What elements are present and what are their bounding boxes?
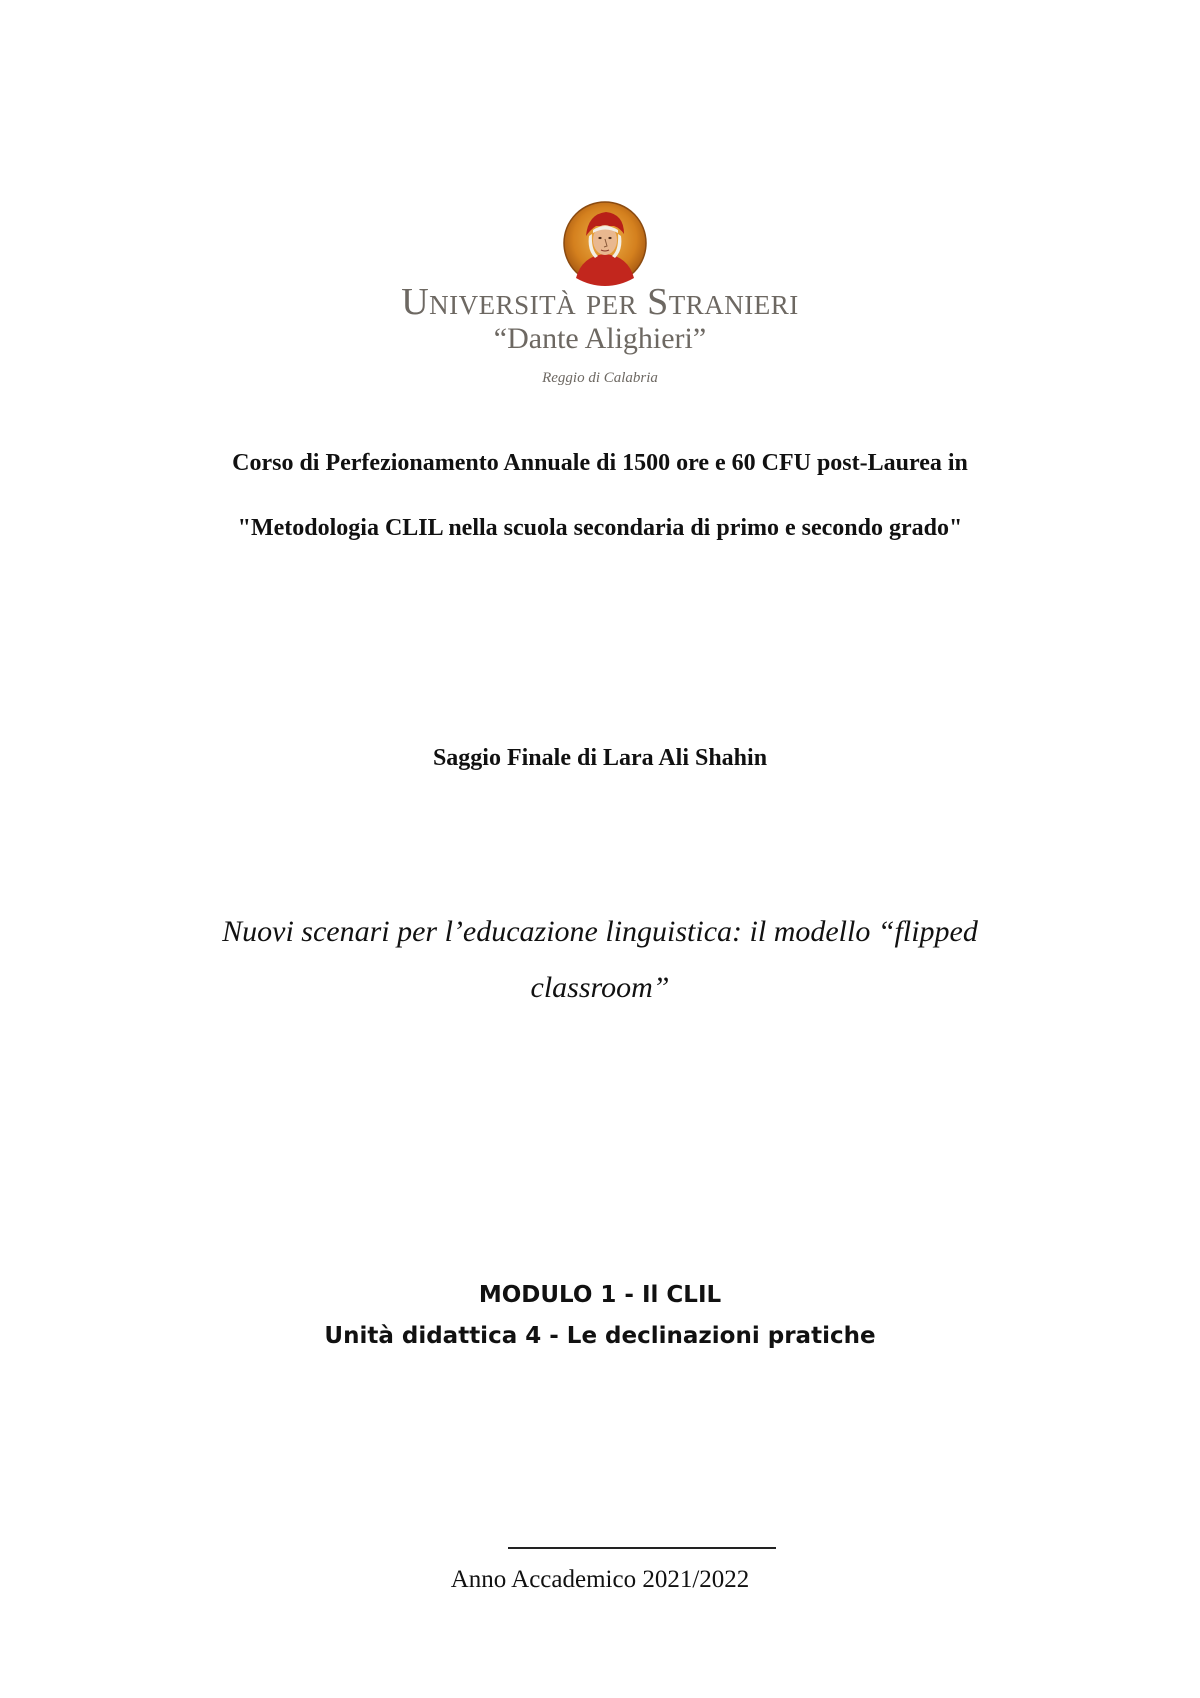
- divider-rule: [508, 1547, 776, 1549]
- logo-university-subname: “Dante Alighieri”: [493, 322, 707, 355]
- university-logo: [380, 200, 820, 400]
- module-label: MODULO 1 - Il CLIL: [478, 1282, 722, 1308]
- course-title-line-2: "Metodologia CLIL nella scuola secondaria di primo e secondo grado": [237, 515, 963, 541]
- essay-title-line-1: Nuovi scenari per l’educazione linguistica: il modello “flipped: [222, 915, 978, 948]
- logo-place: Reggio di Calabria: [542, 370, 658, 386]
- unit-label: Unità didattica 4 - Le declinazioni pratiche: [324, 1323, 876, 1349]
- dante-portrait-icon: [562, 200, 648, 286]
- author-line: Saggio Finale di Lara Ali Shahin: [432, 745, 768, 771]
- academic-year: Anno Accademico 2021/2022: [450, 1566, 750, 1593]
- logo-university-name: Università per Stranieri: [401, 281, 799, 323]
- essay-title-line-2: classroom”: [530, 971, 670, 1004]
- course-title-line-1: Corso di Perfezionamento Annuale di 1500 ore e 60 CFU post-Laurea in: [232, 450, 968, 476]
